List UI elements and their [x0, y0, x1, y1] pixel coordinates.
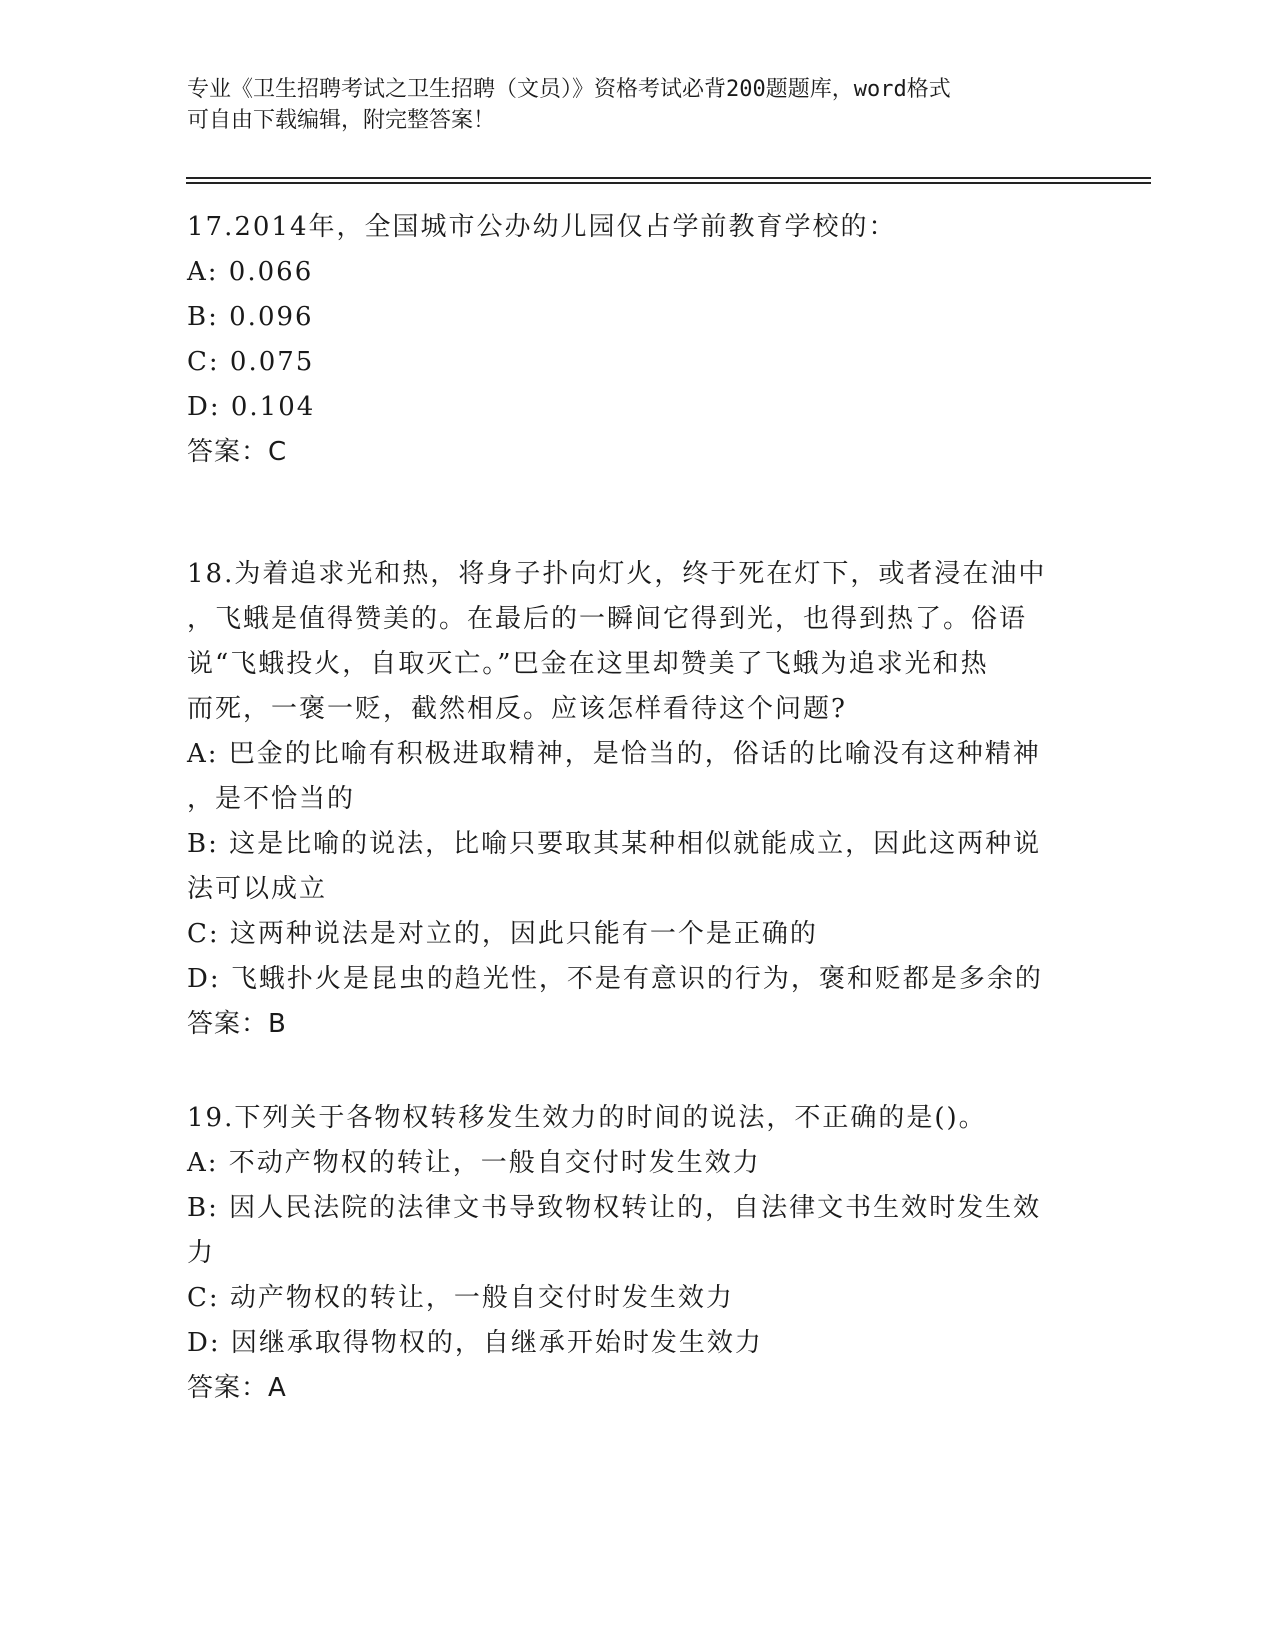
answer-line: 答案：A: [187, 1373, 287, 1403]
header-divider-bottom: [186, 182, 1151, 184]
option-d: D: 0.104: [187, 392, 316, 422]
option-c: C: 这两种说法是对立的，因此只能有一个是正确的: [187, 919, 818, 949]
option-c: C: 动产物权的转让，一般自交付时发生效力: [187, 1283, 734, 1313]
header-subtitle-line: 可自由下载编辑，附完整答案！: [187, 108, 496, 133]
option-b: B: 0.096: [187, 302, 314, 332]
option-a: A: 0.066: [187, 257, 314, 287]
option-a-continued: ，是不恰当的: [187, 784, 356, 814]
question-stem: 19.下列关于各物权转移发生效力的时间的说法，不正确的是()。: [187, 1103, 987, 1133]
answer-line: 答案：C: [187, 437, 288, 467]
option-b: B: 这是比喻的说法，比喻只要取其某种相似就能成立，因此这两种说: [187, 829, 1042, 859]
header-divider-top: [186, 177, 1151, 179]
option-c: C: 0.075: [187, 347, 315, 377]
question-stem: 18.为着追求光和热，将身子扑向灯火，终于死在灯下，或者浸在油中: [187, 559, 1047, 589]
answer-line: 答案：B: [187, 1009, 287, 1039]
question-stem: 说“飞蛾投火，自取灭亡。”巴金在这里却赞美了飞蛾为追求光和热: [187, 649, 989, 679]
question-18: [187, 552, 1067, 1047]
question-stem: ，飞蛾是值得赞美的。在最后的一瞬间它得到光，也得到热了。俗语: [187, 604, 1028, 634]
question-19: [187, 1096, 1067, 1411]
option-b: B: 因人民法院的法律文书导致物权转让的，自法律文书生效时发生效: [187, 1193, 1042, 1223]
question-stem: 而死，一褒一贬，截然相反。应该怎样看待这个问题?: [187, 694, 847, 724]
option-d: D: 飞蛾扑火是昆虫的趋光性，不是有意识的行为，褒和贬都是多余的: [187, 964, 1043, 994]
document-header: [187, 74, 1067, 136]
header-title-line: 专业《卫生招聘考试之卫生招聘（文员）》资格考试必背200题题库，word格式: [187, 77, 951, 102]
option-b-continued: 法可以成立: [187, 874, 328, 904]
question-17: [187, 205, 1067, 475]
option-a: A: 巴金的比喻有积极进取精神，是恰当的，俗话的比喻没有这种精神: [187, 739, 1041, 769]
question-stem: 17.2014年，全国城市公办幼儿园仅占学前教育学校的：: [187, 212, 897, 242]
option-b-continued: 力: [187, 1238, 216, 1268]
option-d: D: 因继承取得物权的，自继承开始时发生效力: [187, 1328, 763, 1358]
option-a: A: 不动产物权的转让，一般自交付时发生效力: [187, 1148, 761, 1178]
